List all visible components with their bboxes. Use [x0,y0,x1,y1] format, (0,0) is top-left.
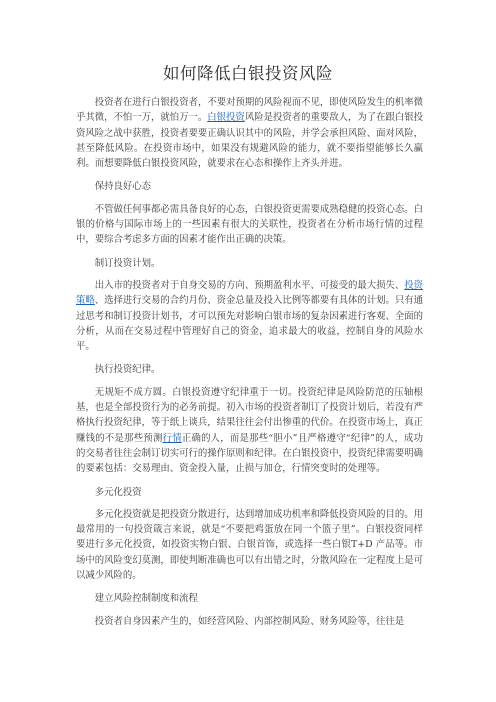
intro-text-1: 投资者在进行白银投资者，不要对预期的风险视而不见，即使风险发生的机率微乎其微，不怕一万，就怕万一。 [76,97,423,124]
plan-text-2: 、选择进行交易的合约月份、资金总量及投入比例等都要有具体的计划。只有通过思考和制订投资计划书，才可以预先对影响白银市场的复杂因素进行客观、全面的分析，从而在交易过程中管理好自己的资金，追求最大的收益，控制自身的风险水平。 [76,295,423,353]
section-text-risk-control: 投资者自身因素产生的，如经营风险、内部控制风险、财务风险等，往往是 [94,615,405,627]
link-silver-investment[interactable]: 白银投资 [207,112,245,124]
link-investment-strategy[interactable]: 投资策略 [76,279,423,307]
plan-text-1: 出入市的投资者对于自身交易的方向、预期盈利水平、可接受的最大损失、 [94,279,405,291]
discipline-text-1: 无规矩不成方圆。白银投资遵守纪律重于一切。投资纪律是风险防范的压轴根基，也是全部投资行为的必务前提。初入市场的投资者制订了投资计划后，若没有严格执行投资纪律，等于纸上谈兵，结果往往会付出惨重的代价。在投资市场上，真正赚钱的不是那些预测 [76,386,423,444]
section-heading-diversify: 多元化投资 [94,486,142,498]
section-heading-mindset: 保持良好心态 [94,181,152,193]
link-market-trend[interactable]: 行情 [162,432,182,444]
article-body [76,95,423,629]
section-text-discipline [76,385,423,477]
discipline-text-2: 正确的人，而是那些“胆小”且严格遵守“纪律”的人，成功的交易者往往会制订切实可行的操作原则和纪律。在白银投资中，投资纪律需要明确的要素包括：交易理由、资金投入量，止损与加仓，行情突变时的处理等。 [76,432,423,475]
page-title: 如何降低白银投资风险 [163,64,333,83]
intro-paragraph [76,95,423,171]
section-text-plan [76,278,423,354]
section-text-mindset: 不管做任何事都必需具备良好的心态，白银投资更需要成熟稳健的投资心态。白银的价格与国际市场上的一些因素有很大的关联性，投资者在分析市场行情的过程中，要综合考虑多方面的因素才能作出正确的决策。 [76,203,423,246]
intro-text-2: 风险是投资者的重要敌人，为了在跟白银投资风险之战中获胜，投资者要要正确认识其中的风险，并学会承担风险、面对风险，甚至降低风险。在投资市场中，如果没有规避风险的能力，就不要指望能够长久赢利。而想要降低白银投资风险，就要求在心态和操作上齐头并进。 [76,112,423,170]
section-heading-risk-control: 建立风险控制制度和流程 [94,593,198,605]
section-heading-discipline: 执行投资纪律。 [94,364,161,376]
section-heading-plan: 制订投资计划。 [94,257,161,269]
section-text-diversify: 多元化投资就是把投资分散进行，达到增加成功机率和降低投资风险的目的。用最常用的一句投资箴言来说，就是“不要把鸡蛋放在同一个篮子里”。白银投资同样要进行多元化投资，如投资实物白银、白银首饰，或选择一些白银T+D 产品等。市场中的风险变幻莫测，即使判断准确也可以有出错之时，分散风险在一定程度上是可以减少风险的。 [76,508,423,582]
